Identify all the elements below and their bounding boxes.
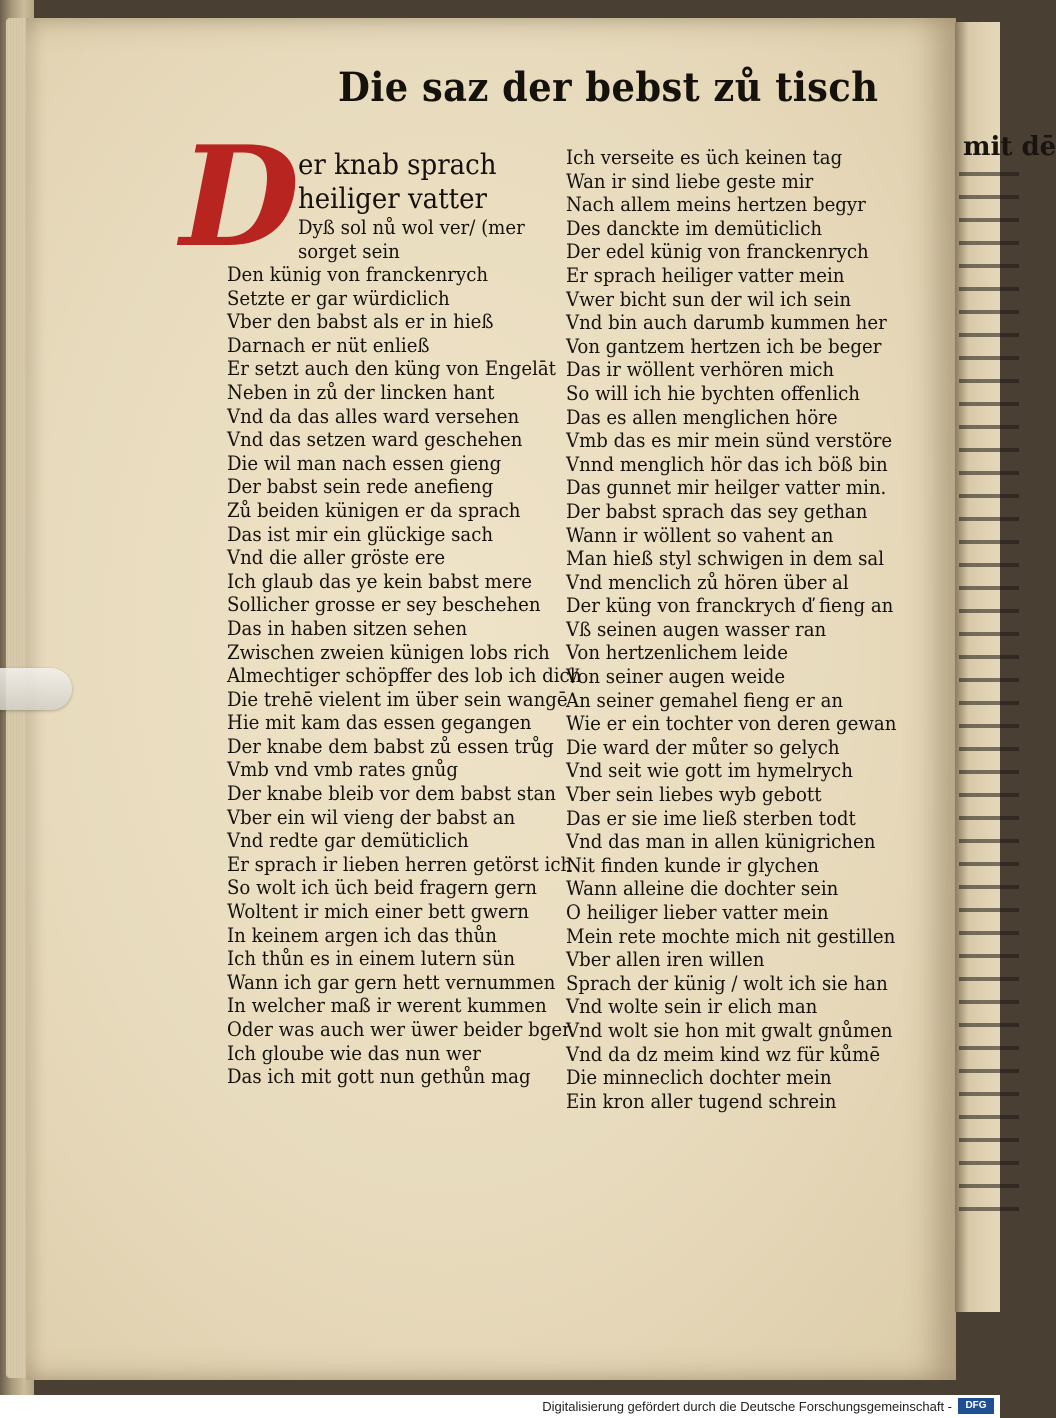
verse-line: Der knabe bleib vor dem babst stan — [227, 782, 556, 806]
verse-line: Zů beiden künigen er da sprach — [227, 498, 521, 522]
verse-line: Ich thůn es in einem lutern sün — [227, 947, 516, 971]
verse-line: Ich verseite es üch keinen tag — [566, 146, 843, 169]
verse-line: Vß seinen augen wasser ran — [566, 617, 827, 641]
verse-line: Der babst sein rede anefieng — [227, 475, 494, 499]
verse-line: Vnd menclich zů hören über al — [566, 570, 849, 594]
verse-line: Vnnd menglich hör das ich böß bin — [566, 452, 888, 476]
verse-line: O heiliger lieber vatter mein — [566, 901, 829, 924]
verse-line: Die trehē vielent im über sein wangē — [227, 687, 568, 711]
verse-line: Das ich mit gott nun gethůn mag — [227, 1065, 531, 1089]
verse-line: In keinem argen ich das thůn — [227, 923, 497, 947]
verse-line: Vber allen iren willen — [566, 948, 765, 972]
verse-line: Vnd da das alles ward versehen — [227, 404, 520, 428]
footer-bar — [0, 1395, 1000, 1418]
verse-line: Vnd da dz meim kind wz für kůmē — [566, 1042, 881, 1066]
verse-line: Wann alleine die dochter sein — [566, 877, 839, 901]
verse-line: Vber ein wil vieng der babst an — [227, 805, 516, 829]
verse-line: Das gunnet mir heilger vatter min. — [566, 476, 887, 500]
verse-line: Wie er ein tochter von deren gewan — [566, 712, 897, 736]
verse-line: Setzte er gar würdiclich — [227, 286, 450, 310]
verse-line: Vnd das setzen ward geschehen — [227, 428, 523, 452]
verse-line: Ein kron aller tugend schrein — [566, 1089, 837, 1113]
verse-line: Der küng von franckrych ď fieng an — [566, 594, 894, 618]
verse-line: Das es allen menglichen höre — [566, 405, 838, 429]
verse-line: Vmb das es mir mein sünd verstöre — [566, 429, 893, 453]
verse-line: Neben in zů der lincken hant — [227, 380, 495, 404]
verse-line: er knab sprach — [298, 148, 497, 181]
verse-line: Die minneclich dochter mein — [566, 1066, 832, 1090]
verse-line: Zwischen zweien künigen lobs rich — [227, 640, 550, 664]
verse-line: Dyß sol nů wol ver/ (mer — [298, 216, 525, 239]
verse-line: Wann ir wöllent so vahent an — [566, 523, 834, 547]
verse-line: Almechtiger schöpffer des lob ich dich — [227, 664, 582, 688]
verse-line: Oder was auch wer üwer beider bger — [227, 1018, 571, 1041]
facing-page-heading: mit dē — [963, 132, 1056, 162]
verse-line: Ich gloube wie das nun wer — [227, 1041, 481, 1065]
facing-page — [955, 22, 1056, 1312]
verse-line: An seiner gemahel fieng er an — [566, 688, 844, 712]
verse-line: So wolt ich üch beid fragern gern — [227, 876, 537, 900]
verse-line: Von gantzem hertzen ich be beger — [566, 334, 882, 358]
verse-line: sorget sein — [298, 239, 400, 263]
verse-line: Von seiner augen weide — [566, 665, 786, 689]
verse-line: Wan ir sind liebe geste mir — [566, 169, 814, 193]
verse-line: Die ward der můter so gelych — [566, 735, 840, 759]
verse-line: Vber den babst als er in hieß — [227, 310, 494, 334]
verse-line: Er sprach ir lieben herren getörst ich — [227, 852, 573, 876]
verse-line: So will ich hie bychten offenlich — [566, 381, 860, 405]
verse-line: heiliger vatter — [298, 182, 487, 215]
verse-line: Sprach der künig / wolt ich sie han — [566, 971, 888, 995]
column-a — [227, 263, 608, 1089]
verse-line: Des danckte im demüticlich — [566, 216, 823, 240]
verse-line: Von hertzenlichem leide — [566, 641, 788, 665]
verse-line: Wann ich gar gern hett vernummen — [227, 970, 556, 994]
verse-line: Er setzt auch den küng von Engelāt — [227, 357, 556, 381]
verse-line: Hie mit kam das essen gegangen — [227, 711, 532, 735]
red-initial-letter: D — [180, 115, 300, 278]
verse-line: In welcher maß ir werent kummen — [227, 994, 547, 1018]
verse-line: Vnd die aller gröste ere — [227, 546, 446, 570]
verse-line: Das er sie ime ließ sterben todt — [566, 806, 856, 830]
verse-line: Das ist mir ein glückige sach — [227, 522, 494, 546]
funding-credit: Digitalisierung gefördert durch die Deutsche Forschungsgemeinschaft - — [542, 1399, 952, 1414]
verse-line: Vmb vnd vmb rates gnůg — [227, 758, 458, 782]
verse-line: Vwer bicht sun der wil ich sein — [566, 287, 852, 311]
book-shadow — [0, 1378, 1000, 1395]
bookmark-strip — [0, 668, 72, 710]
facing-page-text-lines — [959, 172, 1019, 1212]
verse-line: Mein rete mochte mich nit gestillen — [566, 924, 896, 948]
page-heading: Die saz der bebst zů tisch — [338, 64, 879, 111]
verse-line: Vnd das man in allen künigrichen — [566, 830, 876, 854]
verse-line: Der babst sprach das sey gethan — [566, 499, 868, 523]
verse-line: Nach allem meins hertzen begyr — [566, 193, 866, 217]
dfg-logo: DFG — [958, 1398, 994, 1414]
verse-line: Woltent ir mich einer bett gwern — [227, 900, 529, 924]
verse-line: Sollicher grosse er sey beschehen — [227, 593, 541, 617]
column-a-opening — [298, 148, 542, 263]
verse-line: Vnd wolte sein ir elich man — [566, 995, 818, 1019]
verse-line: Man hieß styl schwigen in dem sal — [566, 547, 885, 571]
verse-line: Vnd wolt sie hon mit gwalt gnůmen — [566, 1018, 893, 1042]
verse-line: Das in haben sitzen sehen — [227, 616, 468, 640]
verse-line: Die wil man nach essen gieng — [227, 451, 502, 475]
verse-line: Ich glaub das ye kein babst mere — [227, 569, 532, 593]
column-b — [566, 146, 921, 1113]
verse-line: Vber sein liebes wyb gebott — [566, 783, 822, 807]
verse-line: Darnach er nüt enließ — [227, 333, 430, 357]
verse-line: Das ir wöllent verhören mich — [566, 358, 835, 382]
verse-line: Den künig von franckenrych — [227, 263, 489, 286]
verse-line: Der edel künig von franckenrych — [566, 240, 869, 264]
verse-line: Vnd seit wie gott im hymelrych — [566, 759, 853, 783]
verse-line: Vnd redte gar demüticlich — [227, 829, 469, 853]
verse-line: Nit finden kunde ir glychen — [566, 853, 819, 877]
verse-line: Der knabe dem babst zů essen trůg — [227, 734, 554, 758]
verse-line: Er sprach heiliger vatter mein — [566, 263, 845, 287]
verse-line: Vnd bin auch darumb kummen her — [566, 311, 887, 335]
